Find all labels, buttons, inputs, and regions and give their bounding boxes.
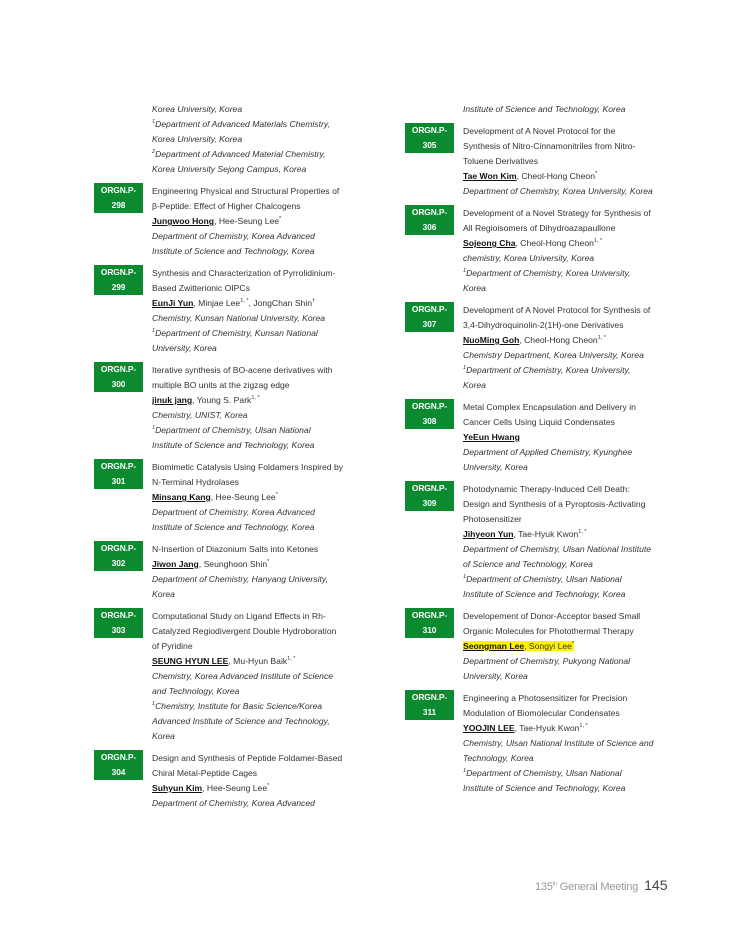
affiliation-line: [463, 766, 695, 781]
affiliation-line: [463, 572, 695, 587]
poster-code-badge: ORGN.P-307: [405, 302, 454, 332]
poster-code-badge: ORGN.P-306: [405, 205, 454, 235]
co-author: , Cheol-Hong Cheon: [516, 171, 595, 181]
author-line: [463, 639, 695, 654]
affiliation-line: [152, 587, 374, 602]
affiliation-line: [152, 341, 374, 356]
abstract-entry: [94, 184, 374, 259]
poster-code-badge: ORGN.P-305: [405, 123, 454, 153]
author-list: [152, 783, 269, 793]
author-line: [152, 781, 374, 796]
author-line: [463, 169, 695, 184]
presenting-author: EunJi Yun: [152, 298, 194, 308]
affiliation-line: [463, 654, 695, 669]
affiliation-line: [152, 699, 374, 714]
affiliation-line: [463, 736, 695, 751]
abstract-title-line: Based Zwitterionic OIPCs: [152, 283, 250, 293]
affiliation-line: [463, 445, 695, 460]
affiliation-text: Korea: [152, 589, 175, 599]
affiliation-marker: 1: [463, 768, 467, 775]
abstract-entry: [405, 609, 695, 684]
author-marker: *: [275, 492, 278, 499]
affiliation-text: Institute of Science and Technology, Korea: [463, 104, 626, 114]
affiliation-line: [463, 781, 695, 796]
affiliation-text: Department of Chemistry, Korea University,: [466, 365, 631, 375]
affiliation-text: Department of Chemistry, Korea Advanced: [152, 507, 315, 517]
poster-code-badge: ORGN.P-303: [94, 608, 143, 638]
affiliation-line: [152, 244, 374, 259]
page-number: 145: [644, 877, 668, 893]
affiliation-line: [463, 281, 695, 296]
affiliation-text: Department of Chemistry, Korea University, Korea: [463, 186, 653, 196]
affiliation-text: Korea University, Korea: [152, 104, 243, 114]
abstract-title-line: Computational Study on Ligand Effects in Rh-: [152, 611, 326, 621]
poster-code-badge: ORGN.P-298: [94, 183, 143, 213]
affiliation-line: [463, 266, 695, 281]
affiliation-text: Technology, Korea: [463, 753, 534, 763]
author-marker: †: [312, 298, 316, 305]
presenting-author: Jungwoo Hong: [152, 216, 215, 226]
affiliation-line: [463, 460, 695, 475]
abstract-title-line: Development of A Novel Protocol for the: [463, 126, 616, 136]
affiliation-text: Institute of Science and Technology, Korea: [152, 522, 315, 532]
co-author: , Hee-Seung Lee: [214, 216, 280, 226]
abstract-title-line: multiple BO units at the zigzag edge: [152, 380, 290, 390]
abstract-title-line: N-Insertion of Diazonium Salts into Ketones: [152, 544, 319, 554]
right-column: [405, 102, 695, 803]
affiliation-text: Department of Chemistry, Ulsan National: [466, 574, 622, 584]
affiliation-line: [152, 520, 374, 535]
poster-code-badge: ORGN.P-311: [405, 690, 454, 720]
affiliation-line: [463, 251, 695, 266]
abstract-title-line: Design and Synthesis of a Pyroptosis-Activating: [463, 499, 646, 509]
affiliation-text: Department of Chemistry, Korea University,: [466, 268, 631, 278]
affiliation-text: Institute of Science and Technology, Korea: [463, 589, 626, 599]
affiliation-text: Department of Advanced Materials Chemistry,: [155, 119, 330, 129]
affiliation-marker: 1: [463, 268, 467, 275]
affiliation-line: [152, 102, 374, 117]
abstract-title-line: Organic Molecules for Photothermal Therapy: [463, 626, 634, 636]
affiliation-text: Department of Chemistry, Korea Advanced: [152, 231, 315, 241]
affiliation-text: Korea: [152, 731, 175, 741]
abstract-entry: [94, 460, 374, 535]
abstract-title-line: Catalyzed Regiodivergent Double Hydroboration: [152, 626, 337, 636]
abstract-title-line: Design and Synthesis of Peptide Foldamer-Based: [152, 753, 343, 763]
affiliation-line: [463, 557, 695, 572]
co-author: , Hee-Seung Lee: [202, 783, 268, 793]
affiliation-line: [463, 102, 695, 117]
presenting-author: Suhyun Kim: [152, 783, 203, 793]
author-marker: 1, *: [251, 395, 260, 402]
affiliation-line: [463, 587, 695, 602]
author-marker: 1, *: [579, 723, 588, 730]
abstract-title-line: Toluene Derivatives: [463, 156, 538, 166]
abstract-title-line: Photodynamic Therapy-Induced Cell Death:: [463, 484, 630, 494]
affiliation-marker: 1: [152, 425, 156, 432]
affiliation-text: University, Korea: [152, 343, 217, 353]
affiliation-text: Institute of Science and Technology, Korea: [152, 440, 315, 450]
affiliation-text: Department of Chemistry, Kunsan National: [155, 328, 318, 338]
affiliation-line: [463, 184, 695, 199]
affiliation-line: [152, 714, 374, 729]
abstract-title-line: Synthesis and Characterization of Pyrrolidinium-: [152, 268, 336, 278]
abstract-entry: [94, 363, 374, 453]
page-footer: [535, 877, 705, 895]
author-line: [463, 430, 695, 445]
author-line: [152, 557, 374, 572]
affiliation-line: [152, 132, 374, 147]
abstract-title-line: Photosensitizer: [463, 514, 522, 524]
affiliation-text: Chemistry, Kunsan National University, Korea: [152, 313, 326, 323]
poster-code-badge: ORGN.P-299: [94, 265, 143, 295]
poster-code-badge: ORGN.P-309: [405, 481, 454, 511]
abstract-title-line: of Pyridine: [152, 641, 193, 651]
abstract-entry: [94, 751, 374, 811]
presenting-author: Jiwon Jang: [152, 559, 199, 569]
affiliation-text: Korea University, Korea: [152, 134, 243, 144]
author-marker: *: [267, 783, 270, 790]
affiliation-text: Department of Chemistry, Ulsan National: [466, 768, 622, 778]
affiliation-text: Department of Advanced Material Chemistry,: [155, 149, 326, 159]
presenting-author: Tae Won Kim: [463, 171, 517, 181]
affiliation-text: Chemistry, UNIST, Korea: [152, 410, 248, 420]
author-list: [463, 723, 588, 733]
poster-code-badge: ORGN.P-301: [94, 459, 143, 489]
author-marker: *: [571, 641, 575, 648]
affiliation-line: [152, 423, 374, 438]
author-marker: *: [267, 559, 270, 566]
author-list: [152, 656, 295, 666]
co-author: , Seunghoon Shin: [198, 559, 268, 569]
author-line: [152, 490, 374, 505]
presenting-author: Sojeong Cha: [463, 238, 516, 248]
abstract-title-line: Chiral Metal-Peptide Cages: [152, 768, 258, 778]
author-list: [463, 335, 606, 345]
abstract-entry: [405, 691, 695, 796]
affiliation-line: [152, 147, 374, 162]
affiliation-marker: 1: [152, 119, 156, 126]
affiliation-text: Institute of Science and Technology, Korea: [152, 246, 315, 256]
author-list: [463, 171, 597, 181]
co-author: , Tae-Hyuk Kwon: [514, 723, 580, 733]
abstract-title-line: Development of a Novel Strategy for Synthesis of: [463, 208, 651, 218]
abstract-title-line: Development of A Novel Protocol for Synthesis of: [463, 305, 651, 315]
author-marker: *: [595, 171, 598, 178]
co-author: , Minjae Lee: [193, 298, 241, 308]
abstract-entry: [405, 206, 695, 296]
presenting-author: NuoMing Goh: [463, 335, 520, 345]
affiliation-text: Department of Chemistry, Pukyong National: [463, 656, 631, 666]
abstract-title-line: Metal Complex Encapsulation and Delivery in: [463, 402, 636, 412]
affiliation-line: [463, 751, 695, 766]
author-line: [463, 333, 695, 348]
author-line: [152, 654, 374, 669]
author-line: [463, 527, 695, 542]
co-author: , Cheol-Hong Cheon: [519, 335, 598, 345]
abstract-title-line: Engineering a Photosensitizer for Precision: [463, 693, 628, 703]
affiliation-text: Korea: [463, 283, 486, 293]
affiliation-text: Chemistry, Korea Advanced Institute of Science: [152, 671, 334, 681]
poster-code-badge: ORGN.P-308: [405, 399, 454, 429]
abstract-title-line: 3,4-Dihydroquinolin-2(1H)-one Derivatives: [463, 320, 624, 330]
abstract-title-line: Iterative synthesis of BO-acene derivatives with: [152, 365, 333, 375]
presenting-author: Seongman Lee: [463, 641, 525, 651]
affiliation-text: of Science and Technology, Korea: [463, 559, 593, 569]
author-line: [463, 721, 695, 736]
abstract-entry: [405, 303, 695, 393]
affiliation-line: [152, 408, 374, 423]
affiliation-text: Department of Chemistry, Hanyang University,: [152, 574, 328, 584]
co-author: , Tae-Hyuk Kwon: [513, 529, 579, 539]
abstract-title-line: Cancer Cells Using Liquid Condensates: [463, 417, 615, 427]
presenting-author: Minsang Kang: [152, 492, 211, 502]
abstract-entry: [94, 266, 374, 356]
affiliation-text: chemistry, Korea University, Korea: [463, 253, 595, 263]
affiliation-marker: 2: [152, 149, 156, 156]
author-marker: *: [279, 216, 282, 223]
affiliation-marker: 1: [152, 328, 156, 335]
affiliation-text: Chemistry, Institute for Basic Science/Korea: [155, 701, 323, 711]
abstract-title-line: All Regioisomers of Dihydroazapaullone: [463, 223, 616, 233]
affiliation-marker: 1: [463, 574, 467, 581]
affiliation-line: [152, 572, 374, 587]
abstract-title-line: β-Peptide: Effect of Higher Chalcogens: [152, 201, 301, 211]
presenting-author: Jihyeon Yun: [463, 529, 514, 539]
affiliation-line: [152, 729, 374, 744]
affiliation-line: [152, 684, 374, 699]
abstract-title-line: Biomimetic Catalysis Using Foldamers Inspired by: [152, 462, 344, 472]
left-column: [94, 102, 374, 818]
poster-code-badge: ORGN.P-300: [94, 362, 143, 392]
author-line: [152, 214, 374, 229]
author-list: [152, 216, 281, 226]
author-marker: 1, *: [593, 238, 603, 245]
affiliation-text: Department of Chemistry, Ulsan National: [155, 425, 311, 435]
affiliation-line: [152, 229, 374, 244]
affiliation-line: [463, 363, 695, 378]
author-line: [463, 236, 695, 251]
abstract-entry: [405, 482, 695, 602]
abstract-title-line: Modulation of Biomolecular Condensates: [463, 708, 620, 718]
co-author: , Cheol-Hong Cheon: [515, 238, 594, 248]
affiliation-marker: 1: [152, 701, 156, 708]
affiliation-text: Chemistry, Ulsan National Institute of Science and: [463, 738, 654, 748]
affiliation-text: Advanced Institute of Science and Technology,: [152, 716, 330, 726]
affiliation-line: [152, 326, 374, 341]
affiliation-text: Institute of Science and Technology, Korea: [463, 783, 626, 793]
author-line: [152, 393, 374, 408]
affiliation-line: [152, 162, 374, 177]
abstract-entry: [94, 609, 374, 744]
co-author: , JongChan Shin: [248, 298, 313, 308]
affiliation-line: [463, 348, 695, 363]
abstract-title-line: Engineering Physical and Structural Properties of: [152, 186, 340, 196]
continued-affiliations: [94, 102, 374, 177]
affiliation-line: [152, 311, 374, 326]
co-author: , Songyi Lee: [524, 641, 572, 651]
affiliation-line: [152, 669, 374, 684]
author-list: [463, 529, 587, 539]
abstract-entry: [94, 542, 374, 602]
affiliation-line: [152, 117, 374, 132]
presenting-author: jinuk jang: [152, 395, 193, 405]
abstract-title-line: Synthesis of Nitro-Cinnamonitriles from Nitro-: [463, 141, 636, 151]
abstract-title-line: N-Terminal Hydrolases: [152, 477, 239, 487]
abstract-entry: [405, 400, 695, 475]
author-marker: 1, *: [578, 529, 587, 536]
author-line: [152, 296, 374, 311]
poster-code-badge: ORGN.P-302: [94, 541, 143, 571]
affiliation-text: Department of Chemistry, Ulsan National Institute: [463, 544, 652, 554]
affiliation-line: [152, 505, 374, 520]
author-marker: 1, *: [240, 298, 249, 305]
abstract-entry: [405, 124, 695, 199]
affiliation-text: Department of Chemistry, Korea Advanced: [152, 798, 315, 808]
presenting-author: YeEun Hwang: [463, 432, 520, 442]
poster-code-badge: ORGN.P-304: [94, 750, 143, 780]
author-marker: 1, *: [287, 656, 296, 663]
author-list: [463, 238, 602, 248]
author-list: [152, 492, 278, 502]
affiliation-text: Chemistry Department, Korea University, Korea: [463, 350, 644, 360]
presenting-author: YOOJIN LEE: [463, 723, 515, 733]
affiliation-text: University, Korea: [463, 462, 528, 472]
affiliation-text: Korea University Sejong Campus, Korea: [152, 164, 307, 174]
affiliation-line: [152, 796, 374, 811]
presenting-author: SEUNG HYUN LEE: [152, 656, 229, 666]
affiliation-line: [152, 438, 374, 453]
footer-meeting-label: 135th General Meeting: [535, 881, 639, 893]
affiliation-line: [463, 669, 695, 684]
author-list: [152, 395, 260, 405]
author-list: [152, 298, 315, 308]
affiliation-line: [463, 542, 695, 557]
poster-code-badge: ORGN.P-310: [405, 608, 454, 638]
affiliation-text: and Technology, Korea: [152, 686, 240, 696]
affiliation-text: Korea: [463, 380, 486, 390]
abstract-title-line: Developement of Donor-Acceptor based Small: [463, 611, 641, 621]
affiliation-line: [463, 378, 695, 393]
co-author: , Young S. Park: [192, 395, 252, 405]
co-author: , Hee-Seung Lee: [210, 492, 276, 502]
author-list: [463, 432, 520, 442]
affiliation-text: University, Korea: [463, 671, 528, 681]
continued-affiliations: [405, 102, 695, 117]
affiliation-marker: 1: [463, 365, 467, 372]
author-marker: 1, *: [597, 335, 606, 342]
author-list: [463, 641, 574, 651]
affiliation-text: Department of Applied Chemistry, Kyunghee: [463, 447, 633, 457]
co-author: , Mu-Hyun Baik: [228, 656, 288, 666]
author-list: [152, 559, 269, 569]
